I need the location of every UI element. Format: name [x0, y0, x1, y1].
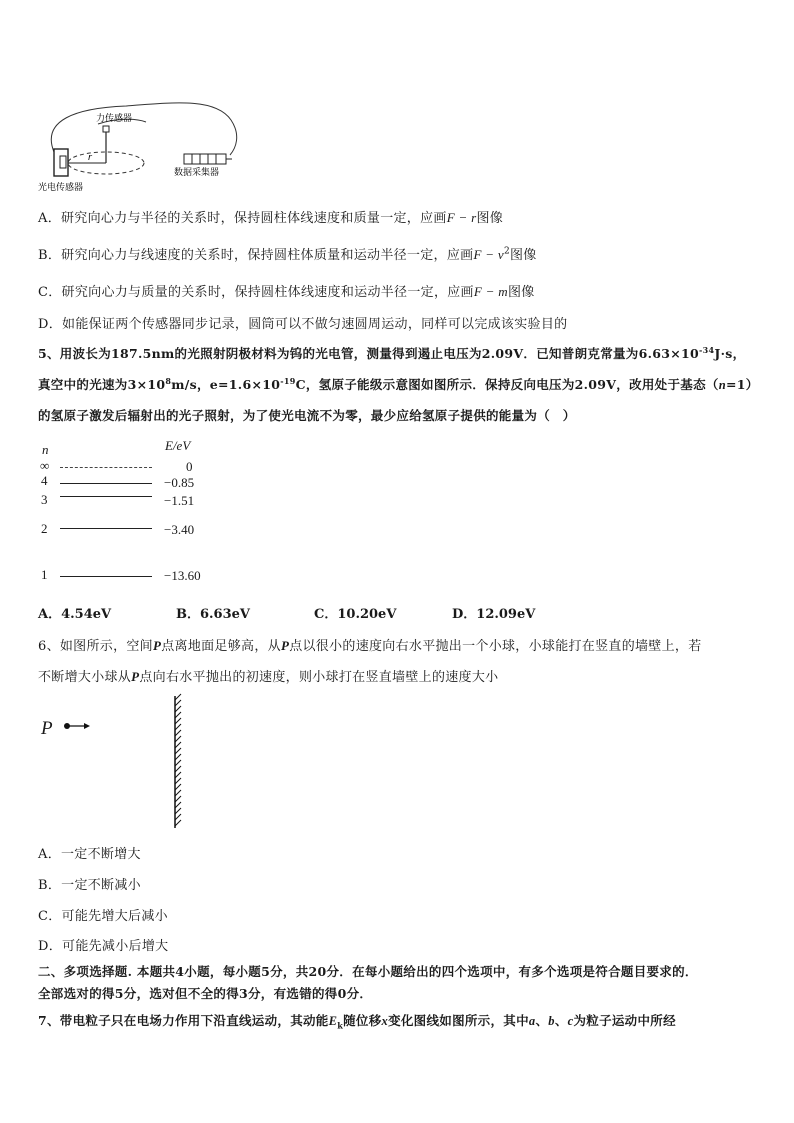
level-line-inf [60, 467, 152, 468]
q5-option-c: C．10.20eV [314, 607, 397, 622]
level-e-inf: 0 [186, 459, 193, 474]
level-e-1: −13.60 [164, 568, 201, 583]
q4-option-d: D．如能保证两个传感器同步记录，圆筒可以不做匀速圆周运动，同样可以完成该实验目的 [38, 317, 568, 332]
projectile-wall-diagram [60, 690, 190, 835]
q6-option-a: A．一定不断增大 [38, 847, 141, 862]
q4-option-b: B．研究向心力与线速度的关系时，保持圆柱体质量和运动半径一定，应画$F - v^2$图像 [38, 246, 537, 263]
q5-option-a: A．4.54eV [38, 607, 112, 622]
q4-option-a: A．研究向心力与半径的关系时，保持圆柱体线速度和质量一定，应画F − r图像 [38, 210, 504, 226]
level-line-1 [60, 576, 152, 577]
q4-option-c: C．研究向心力与质量的关系时，保持圆柱体线速度和运动半径一定，应画F − m图像 [38, 284, 535, 300]
q6-text-line1: 6、如图所示，空间P点离地面足够高，从P点以很小的速度向右水平抛出一个小球，小球能打在竖直的墙壁上，若 [38, 638, 702, 654]
centripetal-apparatus-diagram [36, 100, 266, 195]
q6-option-c: C．可能先增大后减小 [38, 909, 168, 924]
level-n-4: 4 [41, 473, 48, 488]
q5-option-d: D．12.09eV [452, 607, 536, 622]
force-sensor-label: 力传感器 [96, 114, 133, 124]
level-n-3: 3 [41, 492, 48, 507]
level-e-2: −3.40 [164, 522, 195, 537]
section2-heading-line2: 全部选对的得5分，选对但不全的得3分，有选错的得0分． [38, 986, 373, 1001]
q5-option-b: B．6.63eV [176, 607, 251, 622]
level-line-4 [60, 483, 152, 484]
q7-text-line1: 7、带电粒子只在电场力作用下沿直线运动，其动能$E_k$随位移x变化图线如图所示，其中a、b、c为粒子运动中所经 [38, 1013, 676, 1031]
level-n-1: 1 [41, 567, 48, 582]
q5-text-line3: 的氢原子激发后辐射出的光子照射，为了使光电流不为零，最少应给氢原子提供的能量为（ ） [38, 408, 576, 423]
level-n-2: 2 [41, 521, 48, 536]
level-line-2 [60, 528, 152, 529]
level-e-4: −0.85 [164, 475, 195, 490]
photo-sensor-label: 光电传感器 [38, 183, 84, 193]
section2-heading-line1: 二、多项选择题. 本题共4小题，每小题5分，共20分．在每小题给出的四个选项中，有多个选项是符合题目要求的． [38, 964, 698, 979]
q5-text-line2: 真空中的光速为$3\times 10^8m/s$，$e=1.6\times 10^{-19}C$，氢原子能级示意图如图所示．保持反向电压为2.09V，改用处于基态（n=1） [38, 375, 759, 392]
q6-text-line2: 不断增大小球从P点向右水平抛出的初速度，则小球打在竖直墙壁上的速度大小 [38, 669, 499, 685]
q6-option-d: D．可能先减小后增大 [38, 939, 169, 954]
q5-text-line1: 5、用波长为187.5nm的光照射阴极材料为钨的光电管，测量得到遏止电压为2.09V．已知普朗克常量为$6.63\times 10^{-34}J\cdot s$， [38, 344, 746, 361]
data-collector [184, 154, 226, 164]
sensor-wire [51, 103, 236, 155]
data-collector-label: 数据采集器 [174, 168, 220, 178]
n-header: n [42, 442, 49, 457]
point-p-label: P [41, 718, 53, 739]
level-e-3: −1.51 [164, 493, 195, 508]
level-n-inf: ∞ [40, 458, 50, 473]
svg-text:r: r [88, 153, 92, 163]
q6-option-b: B．一定不断减小 [38, 878, 141, 893]
energy-header: E/eV [165, 438, 191, 453]
level-line-3 [60, 496, 152, 497]
